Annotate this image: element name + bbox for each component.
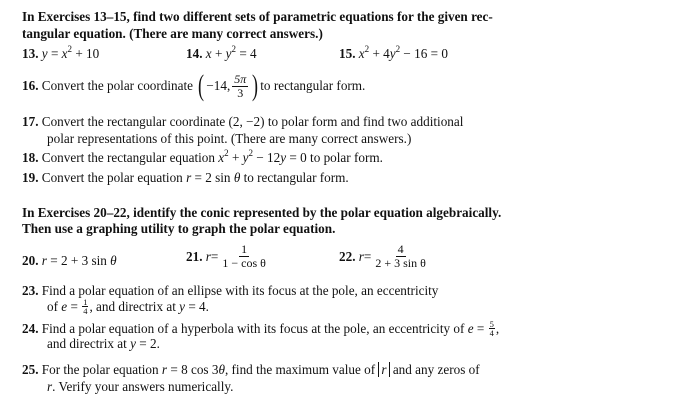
exercise-14: 14. $x + y^2 = 4$ [186,43,257,61]
eccentricity-fraction-24: $\frac{5}{4}$ [489,319,494,338]
exercise-24: 24. Find a polar equation of a hyperbola with its focus at the pole, an eccentricity of e = $\frac{5}{4}$ , [22,319,500,338]
exercise-17: 17. Convert the rectangular coordinate (2, −2) to polar form and find two additional [22,114,464,129]
exercise-18: 18. Convert the rectangular equation $x^2 + y^2 - 12y = 0$ to polar form. [22,147,383,165]
exercise-25-line2: r. Verify your answers numerically. [47,379,234,394]
instructions-20-22-line2: Then use a graphing utility to graph the polar equation. [22,221,336,236]
exercise-24-line2: and directrix at y = 2. [47,336,160,351]
exercise-21: 21. r = $\frac{1}{\text{1 − cos θ}}$ [186,242,266,270]
instructions-20-22-line1: In Exercises 20–22, identify the conic represented by the polar equation algebraically. [22,205,502,220]
eccentricity-fraction-23: $\frac{1}{4}$ [83,297,88,316]
exercise-13: 13. $y = x^2 + 10$ [22,43,100,61]
exercise-15: 15. $x^2 + 4y^2 - 16 = 0$ [339,43,448,61]
exercise-22-fraction: $\frac{4}{\text{2 + 3 sin θ}}$ [375,242,426,270]
exercise-22: 22. r = $\frac{4}{\text{2 + 3 sin θ}}$ [339,242,426,270]
instructions-13-15-line1: In Exercises 13–15, find two different sets of parametric equations for the given rec- [22,9,493,24]
exercise-16: 16. Convert the polar coordinate ( −14, $\frac{5\pi}{3}$ ) to rectangular form. [22,69,366,102]
exercise-20: 20. r = 2 + 3 sin θ [22,253,117,268]
exercise-17-line2: polar representations of this point. (There are many correct answers.) [47,131,412,146]
exercise-25: 25. For the polar equation r = 8 cos 3θ, find the maximum value of r and any zeros of [22,362,480,377]
exercise-21-fraction: $\frac{1}{\text{1 − cos θ}}$ [222,242,266,270]
exercise-23: 23. Find a polar equation of an ellipse with its focus at the pole, an eccentricity [22,283,439,298]
exercise-23-line2: of e = $\frac{1}{4}$ , and directrix at y = 4. [47,297,209,316]
exercise-19: 19. Convert the polar equation r = 2 sin θ to rectangular form. [22,170,349,185]
polar-angle-fraction: $\frac{5\pi}{3}$ [234,71,247,100]
instructions-13-15-line2: tangular equation. (There are many correct answers.) [22,26,323,41]
